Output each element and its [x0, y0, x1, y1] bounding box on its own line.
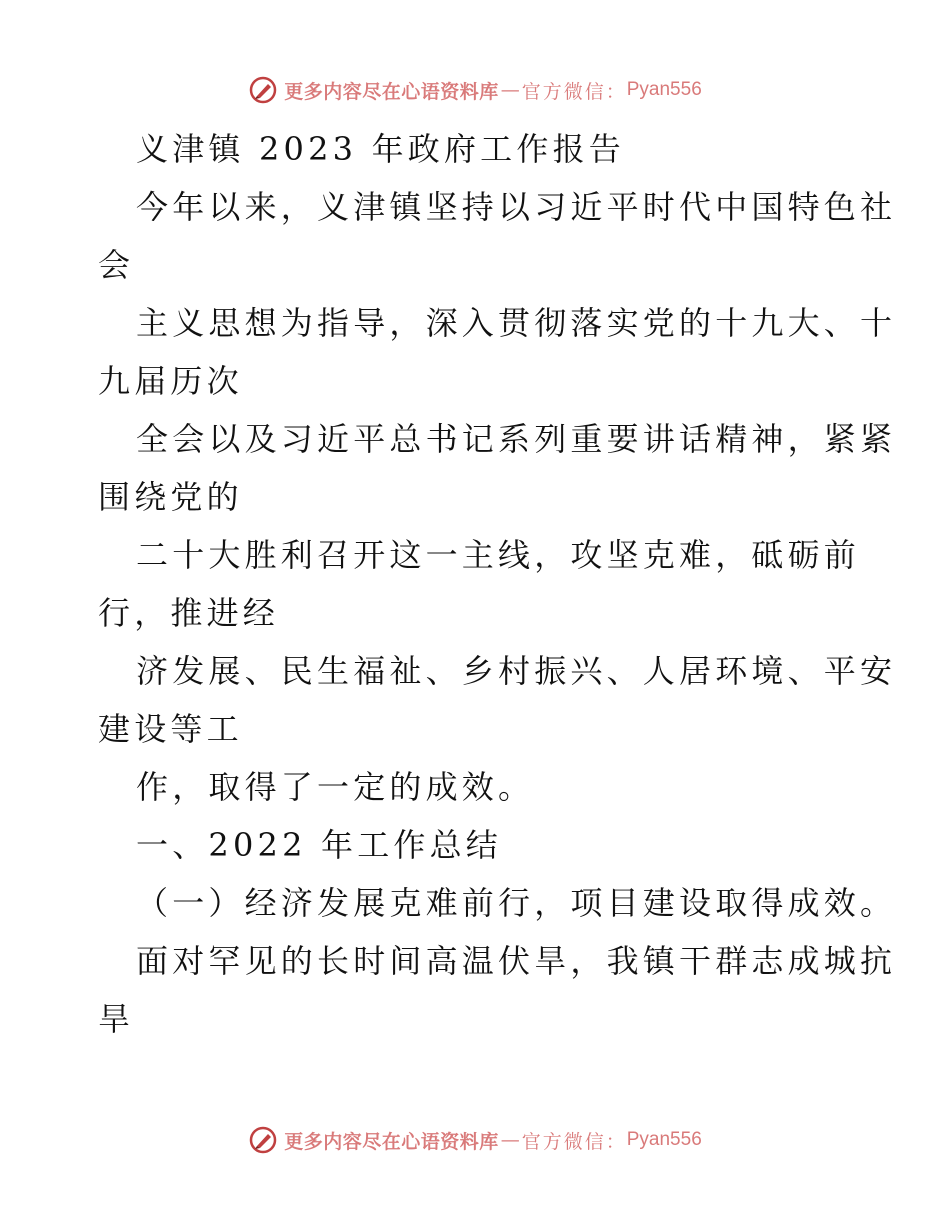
watermark-header	[0, 70, 950, 110]
text-line: 一、2022 年工作总结	[136, 826, 503, 864]
watermark-label: 官方微信：	[521, 1130, 627, 1153]
text-line: 作，取得了一定的成效。	[136, 768, 535, 806]
text-line: 主义思想为指导，深入贯彻落实党的十九大、十	[136, 304, 897, 342]
pen-logo-icon	[248, 75, 278, 105]
pen-logo-icon	[248, 1125, 278, 1155]
text-line: 面对罕见的长时间高温伏旱，我镇干群志成城抗	[136, 942, 897, 980]
text-line: 行，推进经	[98, 594, 280, 632]
text-line: 全会以及习近平总书记系列重要讲话精神，紧紧	[136, 420, 897, 458]
watermark-text: 更多内容尽在心语资料库	[284, 80, 499, 103]
watermark-text: 更多内容尽在心语资料库	[284, 1130, 499, 1153]
watermark-label: 官方微信：	[521, 80, 627, 103]
document-body	[98, 120, 897, 1048]
text-line: 旱	[98, 1000, 135, 1038]
text-line: 今年以来，义津镇坚持以习近平时代中国特色社	[136, 188, 897, 226]
text-line: 会	[98, 246, 135, 284]
text-line: 九届历次	[98, 362, 243, 400]
text-line: 围绕党的	[98, 478, 243, 516]
watermark-id: Pyan556	[626, 79, 702, 100]
watermark-dash: —	[500, 79, 520, 101]
text-line: 二十大胜利召开这一主线，攻坚克难，砥砺前	[136, 536, 861, 574]
watermark-id: Pyan556	[626, 1129, 702, 1150]
text-line: 济发展、民生福祉、乡村振兴、人居环境、平安	[136, 652, 897, 690]
text-line: （一）经济发展克难前行，项目建设取得成效。	[136, 884, 897, 922]
watermark-dash: —	[500, 1129, 520, 1151]
text-line: 义津镇 2023 年政府工作报告	[136, 130, 625, 168]
watermark-footer	[0, 1120, 950, 1160]
text-line: 建设等工	[98, 710, 243, 748]
